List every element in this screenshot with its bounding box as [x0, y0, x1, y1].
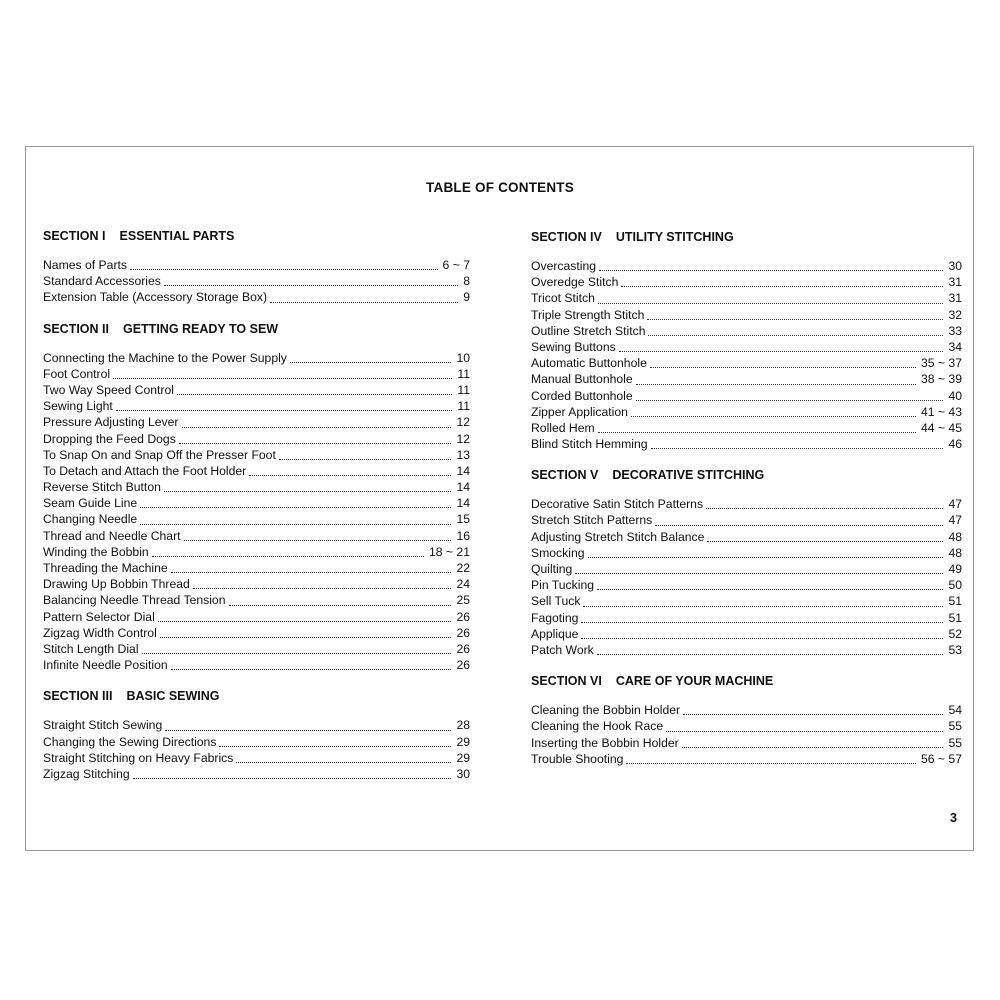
entry-label: Changing the Sewing Directions [43, 734, 217, 749]
entry-page-number: 26 [456, 609, 470, 624]
entry-page-number: 6 ~ 7 [442, 258, 470, 272]
dot-leader [165, 730, 451, 731]
dot-leader [130, 269, 438, 270]
entry-page-number: 11 [457, 366, 470, 381]
dot-leader [116, 410, 453, 411]
section-title: DECORATIVE STITCHING [612, 468, 765, 483]
entry-label: Two Way Speed Control [43, 382, 174, 397]
entry-label: Cleaning the Bobbin Holder [531, 703, 681, 718]
entry-label: Rolled Hem [531, 420, 595, 435]
dot-leader [140, 524, 451, 525]
toc-entry [531, 436, 962, 452]
toc-entry [43, 273, 470, 289]
entry-page-number: 13 [456, 447, 470, 462]
toc-entry [43, 609, 470, 625]
toc-entry [531, 274, 962, 290]
toc-section [43, 228, 470, 306]
entry-page-number: 40 [948, 388, 962, 403]
toc-entry [531, 735, 962, 751]
toc-entry [43, 625, 470, 641]
entry-page-number: 11 [457, 399, 470, 414]
toc-entry [43, 463, 470, 479]
entry-label: Drawing Up Bobbin Thread [43, 577, 190, 592]
entry-label: Applique [531, 626, 579, 641]
entry-label: Sell Tuck [531, 594, 581, 609]
entry-label: Seam Guide Line [43, 496, 138, 511]
dot-leader [164, 491, 452, 492]
dot-leader [598, 303, 944, 304]
toc-entry [531, 420, 962, 436]
entry-label: Pattern Selector Dial [43, 609, 155, 624]
dot-leader [648, 335, 943, 336]
entry-label: Dropping the Feed Dogs [43, 431, 176, 446]
entry-page-number: 30 [456, 766, 470, 781]
dot-leader [647, 319, 943, 320]
entry-page-number: 10 [456, 350, 470, 365]
toc-section [43, 688, 470, 782]
entry-page-number: 35 ~ 37 [920, 356, 962, 371]
entry-page-number: 52 [948, 626, 962, 641]
entry-label: Blind Stitch Hemming [531, 437, 648, 452]
toc-entry [43, 366, 470, 382]
dot-leader [650, 367, 916, 368]
section-number: SECTION VI [531, 674, 602, 689]
dot-leader [636, 384, 916, 385]
entry-page-number: 53 [948, 642, 962, 657]
entry-page-number: 9 [463, 290, 470, 305]
entry-label: Pin Tucking [531, 578, 595, 593]
entry-page-number: 25 [456, 593, 470, 608]
dot-leader [581, 638, 943, 639]
dot-leader [182, 427, 452, 428]
page-number: 3 [950, 811, 957, 825]
toc-entry [43, 495, 470, 511]
section-spacer [531, 452, 962, 467]
toc-section [531, 673, 962, 767]
dot-leader [598, 432, 916, 433]
section-number: SECTION IV [531, 230, 602, 244]
dot-leader [229, 605, 452, 606]
section-title: GETTING READY TO SEW [122, 321, 279, 336]
toc-entry [531, 496, 962, 512]
entry-label: Balancing Needle Thread Tension [43, 593, 226, 608]
section-heading [43, 228, 470, 244]
entry-label: Connecting the Machine to the Power Supply [43, 350, 287, 365]
toc-section [43, 321, 470, 674]
section-spacer [43, 306, 470, 321]
entry-page-number: 24 [456, 577, 470, 592]
dot-leader [581, 622, 943, 623]
entry-page-number: 14 [456, 496, 470, 511]
entry-page-number: 33 [948, 323, 962, 338]
toc-entry [43, 544, 470, 560]
entry-label: Overcasting [531, 259, 597, 273]
entry-page-number: 12 [456, 431, 470, 446]
entry-label: Names of Parts [43, 258, 127, 272]
toc-entry [531, 545, 962, 561]
entry-page-number: 56 ~ 57 [920, 751, 962, 766]
entry-page-number: 47 [948, 497, 962, 512]
entry-page-number: 54 [948, 703, 962, 718]
dot-leader [249, 475, 451, 476]
entry-label: Winding the Bobbin [43, 544, 149, 559]
toc-entry [43, 289, 470, 305]
entry-page-number: 38 ~ 39 [920, 372, 962, 387]
toc-entry [43, 717, 470, 733]
entry-page-number: 47 [948, 513, 962, 528]
entry-page-number: 15 [456, 512, 470, 527]
entry-label: Zipper Application [531, 404, 628, 419]
dot-leader [270, 302, 458, 303]
section-number: SECTION II [43, 321, 109, 336]
entry-page-number: 29 [456, 734, 470, 749]
toc-entry [43, 414, 470, 430]
section-heading [43, 688, 470, 704]
entry-page-number: 14 [456, 480, 470, 495]
entry-page-number: 18 ~ 21 [428, 544, 470, 559]
section-number: SECTION V [531, 468, 599, 483]
toc-entry [531, 610, 962, 626]
entry-label: Quilting [531, 562, 573, 576]
entry-label: Decorative Satin Stitch Patterns [531, 497, 704, 512]
dot-leader [666, 731, 943, 732]
toc-entry [531, 371, 962, 387]
entry-label: Smocking [531, 545, 585, 560]
entry-page-number: 28 [456, 718, 470, 733]
section-number: SECTION III [43, 689, 113, 704]
toc-entry [43, 766, 470, 782]
toc-section [531, 229, 962, 452]
entry-page-number: 44 ~ 45 [920, 420, 962, 435]
dot-leader [290, 362, 452, 363]
toc-entry [43, 447, 470, 463]
toc-left-column [43, 228, 470, 782]
dot-leader [142, 653, 452, 654]
entry-page-number: 11 [457, 382, 470, 397]
toc-entry [43, 479, 470, 495]
entry-label: Sewing Light [43, 399, 113, 414]
toc-entry [531, 593, 962, 609]
dot-leader [113, 378, 452, 379]
toc-entry [531, 561, 962, 577]
toc-right-column [531, 229, 962, 767]
entry-label: Reverse Stitch Button [43, 480, 161, 495]
entry-label: Changing Needle [43, 512, 138, 527]
toc-entry [43, 431, 470, 447]
toc-section [531, 467, 962, 658]
entry-label: Automatic Buttonhole [531, 356, 647, 371]
entry-page-number: 32 [948, 307, 962, 322]
entry-label: Inserting the Bobbin Holder [531, 735, 679, 750]
entry-label: Stitch Length Dial [43, 641, 139, 656]
entry-label: To Snap On and Snap Off the Presser Foot [43, 447, 276, 462]
dot-leader [626, 763, 916, 764]
dot-leader [588, 557, 944, 558]
entry-page-number: 30 [948, 259, 962, 273]
dot-leader [706, 508, 943, 509]
entry-label: Threading the Machine [43, 561, 168, 575]
dot-leader [133, 778, 452, 779]
entry-label: Fagoting [531, 610, 579, 625]
entry-page-number: 51 [948, 594, 962, 609]
entry-page-number: 50 [948, 578, 962, 593]
entry-label: Tricot Stitch [531, 291, 595, 306]
entry-label: Corded Buttonhole [531, 388, 633, 403]
dot-leader [682, 747, 944, 748]
toc-entry [43, 576, 470, 592]
entry-page-number: 31 [948, 275, 962, 290]
entry-label: To Detach and Attach the Foot Holder [43, 463, 247, 478]
entry-label: Straight Stitching on Heavy Fabrics [43, 750, 234, 765]
toc-entry [531, 307, 962, 323]
entry-page-number: 29 [456, 750, 470, 765]
toc-entry [531, 404, 962, 420]
entry-page-number: 26 [456, 658, 470, 673]
entry-label: Triple Strength Stitch [531, 307, 645, 322]
toc-entry [531, 323, 962, 339]
section-spacer [43, 673, 470, 688]
entry-label: Infinite Needle Position [43, 658, 168, 673]
dot-leader [171, 669, 452, 670]
dot-leader [575, 573, 943, 574]
toc-entry [531, 258, 962, 274]
toc-entry [531, 355, 962, 371]
toc-entry [43, 382, 470, 398]
section-heading [43, 321, 470, 337]
dot-leader [636, 400, 944, 401]
toc-entry [43, 511, 470, 527]
entry-page-number: 31 [948, 291, 962, 306]
dot-leader [164, 285, 458, 286]
section-heading [531, 467, 962, 483]
entry-label: Stretch Stitch Patterns [531, 513, 653, 528]
entry-label: Patch Work [531, 642, 594, 657]
section-title: UTILITY STITCHING [615, 230, 734, 244]
entry-page-number: 41 ~ 43 [920, 404, 962, 419]
dot-leader [599, 270, 943, 271]
dot-leader [619, 351, 944, 352]
toc-entry [43, 592, 470, 608]
entry-page-number: 51 [948, 610, 962, 625]
toc-entry [531, 718, 962, 734]
entry-page-number: 26 [456, 641, 470, 656]
toc-entry [531, 626, 962, 642]
entry-page-number: 12 [456, 415, 470, 430]
entry-page-number: 8 [463, 274, 470, 289]
toc-entry [43, 734, 470, 750]
toc-entry [531, 577, 962, 593]
section-heading [531, 673, 962, 689]
section-title: ESSENTIAL PARTS [119, 229, 235, 243]
entry-label: Cleaning the Hook Race [531, 719, 664, 734]
entry-page-number: 16 [456, 528, 470, 543]
dot-leader [621, 286, 943, 287]
entry-label: Thread and Needle Chart [43, 528, 181, 543]
entry-label: Trouble Shooting [531, 751, 624, 766]
dot-leader [158, 621, 452, 622]
dot-leader [160, 637, 452, 638]
entry-label: Straight Stitch Sewing [43, 718, 163, 733]
entry-label: Overedge Stitch [531, 275, 619, 290]
dot-leader [707, 541, 943, 542]
section-number: SECTION I [43, 229, 106, 243]
toc-entry [43, 750, 470, 766]
toc-entry [43, 257, 470, 273]
toc-entry [43, 528, 470, 544]
section-spacer [531, 658, 962, 673]
dot-leader [597, 589, 943, 590]
entry-page-number: 55 [948, 735, 962, 750]
dot-leader [219, 746, 451, 747]
dot-leader [193, 588, 452, 589]
entry-page-number: 26 [456, 625, 470, 640]
toc-entry [531, 512, 962, 528]
toc-entry [531, 642, 962, 658]
dot-leader [179, 443, 452, 444]
toc-entry [531, 529, 962, 545]
dot-leader [140, 507, 451, 508]
dot-leader [631, 416, 916, 417]
toc-entry [43, 641, 470, 657]
entry-page-number: 46 [948, 437, 962, 452]
entry-label: Sewing Buttons [531, 339, 616, 354]
entry-page-number: 14 [456, 463, 470, 478]
toc-entry [531, 751, 962, 767]
entry-page-number: 48 [948, 529, 962, 544]
toc-entry [531, 702, 962, 718]
page-title: TABLE OF CONTENTS [426, 180, 574, 195]
dot-leader [651, 448, 944, 449]
dot-leader [655, 525, 943, 526]
section-title: BASIC SEWING [126, 689, 220, 704]
entry-label: Extension Table (Accessory Storage Box) [43, 290, 267, 305]
entry-label: Zigzag Width Control [43, 625, 157, 640]
entry-page-number: 49 [948, 562, 962, 576]
dot-leader [279, 459, 452, 460]
toc-entry [531, 290, 962, 306]
toc-entry [43, 657, 470, 673]
toc-entry [43, 350, 470, 366]
dot-leader [683, 714, 943, 715]
entry-label: Zigzag Stitching [43, 766, 130, 781]
dot-leader [177, 394, 452, 395]
dot-leader [597, 654, 944, 655]
entry-page-number: 48 [948, 545, 962, 560]
section-heading [531, 229, 962, 245]
toc-entry [531, 388, 962, 404]
dot-leader [152, 556, 424, 557]
entry-label: Manual Buttonhole [531, 372, 633, 387]
entry-label: Outline Stretch Stitch [531, 323, 646, 338]
entry-page-number: 22 [456, 561, 470, 575]
entry-page-number: 55 [948, 719, 962, 734]
dot-leader [583, 606, 943, 607]
dot-leader [236, 762, 451, 763]
toc-entry [43, 560, 470, 576]
entry-label: Adjusting Stretch Stitch Balance [531, 529, 705, 544]
entry-label: Foot Control [43, 366, 111, 381]
dot-leader [171, 572, 452, 573]
entry-page-number: 34 [948, 339, 962, 354]
entry-label: Pressure Adjusting Lever [43, 415, 179, 430]
entry-label: Standard Accessories [43, 274, 161, 289]
section-title: CARE OF YOUR MACHINE [615, 674, 774, 689]
dot-leader [184, 540, 452, 541]
toc-entry [43, 398, 470, 414]
toc-entry [531, 339, 962, 355]
